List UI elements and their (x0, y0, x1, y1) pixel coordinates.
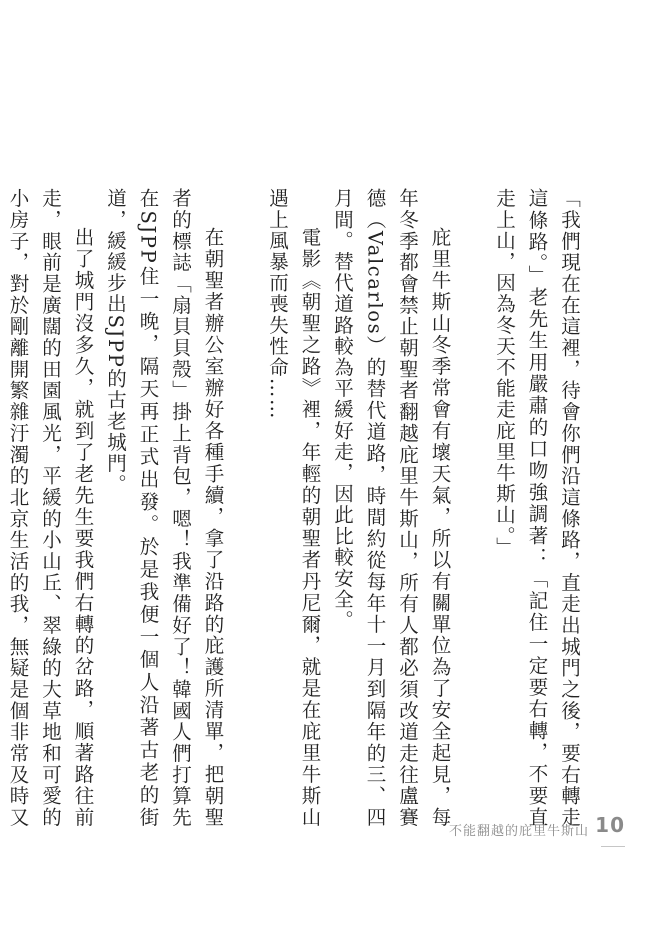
paragraph-5: 出了城門沒多久，就到了老先生要我們右轉的岔路，順著路往前走，眼前是廣闊的田園風光，平緩的小山丘、翠綠的大草地和可愛的小房子，對於剛離開繁雜汙濁的北京生活的我，無疑是個非常及時又 (6, 188, 95, 828)
page-number: 10 (595, 813, 625, 837)
body-text (0, 188, 585, 828)
paragraph-2: 庇里牛斯山冬季常會有壞天氣，所以有關單位為了安全起見，每年冬季都會禁止朝聖者翻越庇里牛斯山，所有人都必須改道走往盧賽德（Valcarlos）的替代道路，時間約從每年十一月到隔年的三、四月間。替代道路較為平緩好走，因此比較安全。 (331, 188, 452, 828)
paragraph-3: 電影《朝聖之路》裡，年輕的朝聖者丹尼爾，就是在庇里牛斯山遇上風暴而喪失性命…… (266, 188, 322, 828)
footer-divider (601, 846, 625, 847)
paragraph-4: 在朝聖者辦公室辦好各種手續，拿了沿路的庇護所清單，把朝聖者的標誌「扇貝貝殼」掛上背包，嗯！我準備好了！韓國人們打算先在SJPP住一晚，隔天再正式出發。於是我便一個人沿著古老的街道，緩緩步出SJPP的古老城門。 (104, 188, 225, 828)
paragraph-1: 「我們現在在這裡，待會你們沿這條路，直走出城門之後，要右轉走這條路。」老先生用嚴肅的口吻強調著：「記住一定要右轉，不要直走上山，因為冬天不能走庇里牛斯山。」 (493, 188, 581, 828)
running-footer-title: 不能翻越的庇里牛斯山 (448, 824, 589, 839)
